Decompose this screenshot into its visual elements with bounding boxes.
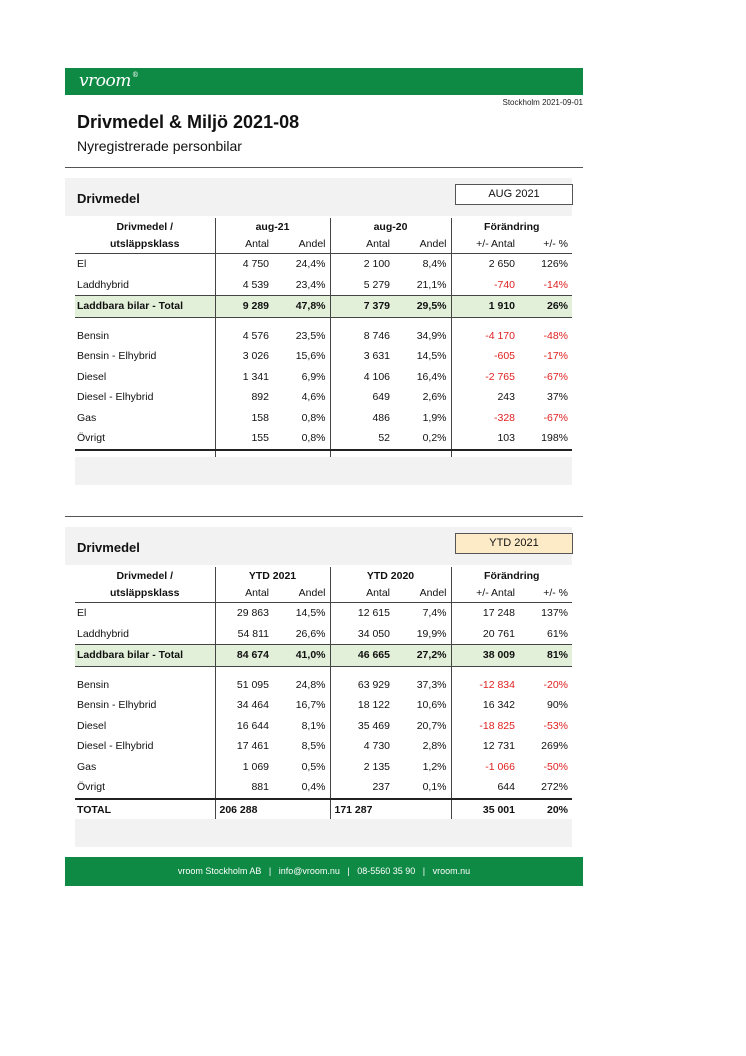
andel-header: Andel: [394, 584, 451, 603]
previous-antal: 7 379: [330, 296, 394, 318]
previous-antal: 649: [330, 387, 394, 408]
current-antal: 16 644: [215, 716, 273, 737]
andel-header: Andel: [273, 235, 330, 254]
section-footer: [75, 819, 572, 847]
previous-andel: 0,1%: [422, 781, 447, 794]
current-andel: 0,8%: [301, 432, 326, 445]
fuel-column-header-line2: utsläppsklass: [75, 235, 215, 254]
previous-antal: 2 135: [330, 757, 394, 778]
spacer: [273, 317, 330, 326]
previous-andel: 27,2%: [394, 645, 451, 667]
antal-header: Antal: [215, 235, 273, 254]
spacer-row: [75, 317, 572, 326]
row-label: Laddbara bilar - Total: [75, 296, 215, 318]
current-antal: 881: [215, 777, 273, 799]
change-antal: 20 761: [451, 624, 519, 645]
fuel-column-header: Drivmedel /: [116, 569, 174, 582]
previous-antal: 2 100: [330, 254, 394, 275]
previous-antal: 486: [330, 408, 394, 429]
spacer: [75, 317, 215, 326]
current-andel: 16,7%: [295, 699, 326, 712]
previous-period-header: aug-20: [330, 218, 451, 235]
change-antal: 243: [451, 387, 519, 408]
current-andel: 0,5%: [301, 760, 326, 773]
table-row: [75, 695, 572, 716]
change-pct: 90%: [547, 699, 569, 712]
previous-andel: 14,5%: [416, 350, 447, 363]
previous-antal: 4 730: [330, 736, 394, 757]
current-antal: 29 863: [215, 603, 273, 624]
current-antal: 17 461: [215, 736, 273, 757]
row-label: Gas: [77, 411, 97, 424]
previous-andel: 2,6%: [422, 391, 447, 404]
change-pct: 137%: [541, 607, 569, 620]
change-pct: 81%: [519, 645, 572, 667]
change-pct: -48%: [543, 329, 569, 342]
subheader-row: [75, 235, 572, 254]
row-label: Övrigt: [77, 781, 106, 794]
current-antal: 9 289: [215, 296, 273, 318]
current-period-header: YTD 2021: [215, 567, 330, 584]
change-antal: 12 731: [451, 736, 519, 757]
change-pct-header: +/- %: [519, 584, 572, 603]
row-label: Laddhybrid: [77, 627, 129, 640]
table-row: [75, 428, 572, 450]
header-row: [75, 567, 572, 584]
row-label: Bensin: [77, 329, 110, 342]
current-andel: 8,5%: [301, 740, 326, 753]
change-antal: -12 834: [451, 675, 519, 696]
current-antal: 4 750: [215, 254, 273, 275]
change-antal: 16 342: [451, 695, 519, 716]
antal-header: Antal: [330, 235, 394, 254]
current-antal: 84 674: [215, 645, 273, 667]
antal-header: Antal: [215, 584, 273, 603]
previous-antal: 3 631: [330, 346, 394, 367]
andel-header: Andel: [394, 235, 451, 254]
change-antal: -2 765: [451, 367, 519, 388]
change-antal-header: +/- Antal: [451, 235, 519, 254]
previous-antal: 46 665: [330, 645, 394, 667]
row-label: Diesel: [77, 370, 107, 383]
spacer: [330, 666, 394, 675]
table-row: [75, 716, 572, 737]
table-row: [75, 254, 572, 275]
divider: [65, 516, 583, 517]
current-antal: 54 811: [215, 624, 273, 645]
change-header: Förändring: [451, 567, 572, 584]
current-antal: 51 095: [215, 675, 273, 696]
current-antal: 892: [215, 387, 273, 408]
current-andel: 41,0%: [273, 645, 330, 667]
current-andel: 6,9%: [301, 370, 326, 383]
previous-andel: 10,6%: [416, 699, 447, 712]
total-label: TOTAL: [75, 799, 215, 821]
current-andel: 23,4%: [295, 278, 326, 291]
section-header: [65, 527, 572, 565]
previous-andel: 7,4%: [422, 607, 447, 620]
change-antal: -328: [451, 408, 519, 429]
previous-andel: 0,2%: [422, 432, 447, 445]
previous-andel: 37,3%: [416, 678, 447, 691]
change-pct: 37%: [547, 391, 569, 404]
previous-andel: 1,2%: [422, 760, 447, 773]
row-label: Övrigt: [77, 432, 106, 445]
antal-header: Antal: [330, 584, 394, 603]
current-antal: 4 576: [215, 326, 273, 347]
previous-andel: 29,5%: [394, 296, 451, 318]
change-pct: -20%: [543, 678, 569, 691]
spacer: [394, 666, 451, 675]
change-antal: 103: [451, 428, 519, 450]
fuel-column-header-line2: utsläppsklass: [75, 584, 215, 603]
current-andel: 14,5%: [295, 607, 326, 620]
total-row: [75, 799, 572, 821]
current-andel: 15,6%: [295, 350, 326, 363]
previous-antal: 18 122: [330, 695, 394, 716]
row-label: El: [77, 258, 87, 271]
subtotal-row: [75, 645, 572, 667]
change-antal: -1 066: [451, 757, 519, 778]
current-andel: 4,6%: [301, 391, 326, 404]
spacer: [519, 666, 572, 675]
fuel-table: [75, 567, 572, 820]
previous-andel: 34,9%: [416, 329, 447, 342]
section-header: [65, 178, 572, 216]
change-antal: 38 009: [451, 645, 519, 667]
divider: [65, 167, 583, 168]
previous-antal: 52: [330, 428, 394, 450]
change-pct: 26%: [519, 296, 572, 318]
total-previous-antal: 171 287: [330, 799, 451, 821]
change-antal: -18 825: [451, 716, 519, 737]
vroom-logo: vroom®: [79, 71, 139, 91]
previous-andel: 8,4%: [422, 258, 447, 271]
table-row: [75, 757, 572, 778]
table-row: [75, 387, 572, 408]
footer-contact: vroom Stockholm AB | info@vroom.nu | 08-5560 35 90 | vroom.nu: [177, 866, 471, 876]
current-antal: 4 539: [215, 275, 273, 296]
section-title: Drivmedel: [77, 540, 140, 555]
change-pct-header: +/- %: [519, 235, 572, 254]
table-row: [75, 777, 572, 799]
page-subtitle: Nyregistrerade personbilar: [77, 138, 242, 154]
current-andel: 26,6%: [295, 627, 326, 640]
change-antal: -605: [451, 346, 519, 367]
previous-andel: 20,7%: [416, 719, 447, 732]
section-title: Drivmedel: [77, 191, 140, 206]
spacer-row: [75, 666, 572, 675]
row-label: Bensin - Elhybrid: [77, 350, 157, 363]
change-pct: -17%: [543, 350, 569, 363]
section-footer: [75, 457, 572, 485]
change-pct: 272%: [541, 781, 569, 794]
previous-andel: 1,9%: [422, 411, 447, 424]
change-antal: 2 650: [451, 254, 519, 275]
spacer: [215, 666, 273, 675]
change-antal: -4 170: [451, 326, 519, 347]
table-row: [75, 408, 572, 429]
change-pct: 61%: [547, 627, 569, 640]
header-row: [75, 218, 572, 235]
current-andel: 23,5%: [295, 329, 326, 342]
total-change-pct: 20%: [519, 799, 572, 821]
total-current-antal: 206 288: [215, 799, 330, 821]
table-row: [75, 326, 572, 347]
current-andel: 8,1%: [301, 719, 326, 732]
change-pct: 198%: [541, 432, 569, 445]
previous-andel: 21,1%: [416, 278, 447, 291]
spacer: [451, 666, 519, 675]
spacer: [215, 317, 273, 326]
current-antal: 155: [215, 428, 273, 450]
previous-andel: 16,4%: [416, 370, 447, 383]
table-row: [75, 624, 572, 645]
current-antal: 1 341: [215, 367, 273, 388]
change-antal-header: +/- Antal: [451, 584, 519, 603]
current-andel: 24,8%: [295, 678, 326, 691]
spacer: [394, 317, 451, 326]
row-label: Gas: [77, 760, 97, 773]
row-label: Laddbara bilar - Total: [75, 645, 215, 667]
current-andel: 0,8%: [301, 411, 326, 424]
table-row: [75, 736, 572, 757]
subtotal-row: [75, 296, 572, 318]
spacer: [451, 317, 519, 326]
footer-bar: [65, 857, 583, 886]
current-andel: 24,4%: [295, 258, 326, 271]
previous-antal: 12 615: [330, 603, 394, 624]
table-row: [75, 275, 572, 296]
current-antal: 3 026: [215, 346, 273, 367]
row-label: Diesel - Elhybrid: [77, 391, 154, 404]
previous-antal: 35 469: [330, 716, 394, 737]
previous-andel: 2,8%: [422, 740, 447, 753]
current-andel: 47,8%: [273, 296, 330, 318]
row-label: Diesel: [77, 719, 107, 732]
change-pct: -53%: [543, 719, 569, 732]
spacer: [273, 666, 330, 675]
total-change-antal: 35 001: [451, 799, 519, 821]
previous-antal: 4 106: [330, 367, 394, 388]
spacer: [519, 317, 572, 326]
current-antal: 1 069: [215, 757, 273, 778]
change-antal: -740: [451, 275, 519, 296]
previous-antal: 63 929: [330, 675, 394, 696]
change-antal: 17 248: [451, 603, 519, 624]
change-pct: -50%: [543, 760, 569, 773]
change-pct: -14%: [543, 278, 569, 291]
previous-antal: 8 746: [330, 326, 394, 347]
row-label: Bensin - Elhybrid: [77, 699, 157, 712]
previous-andel: 19,9%: [416, 627, 447, 640]
previous-antal: 237: [330, 777, 394, 799]
change-pct: -67%: [543, 370, 569, 383]
change-pct: -67%: [543, 411, 569, 424]
current-andel: 0,4%: [301, 781, 326, 794]
table-row: [75, 367, 572, 388]
table-row: [75, 346, 572, 367]
brand-bar: [65, 68, 583, 95]
change-antal: 1 910: [451, 296, 519, 318]
previous-antal: 34 050: [330, 624, 394, 645]
spacer: [330, 317, 394, 326]
row-label: Laddhybrid: [77, 278, 129, 291]
andel-header: Andel: [273, 584, 330, 603]
fuel-table: [75, 218, 572, 471]
change-header: Förändring: [451, 218, 572, 235]
previous-period-header: YTD 2020: [330, 567, 451, 584]
period-box: AUG 2021: [455, 184, 573, 205]
fuel-column-header: Drivmedel /: [116, 220, 174, 233]
row-label: Bensin: [77, 678, 110, 691]
row-label: El: [77, 607, 87, 620]
row-label: Diesel - Elhybrid: [77, 740, 154, 753]
spacer: [75, 666, 215, 675]
change-antal: 644: [451, 777, 519, 799]
current-period-header: aug-21: [215, 218, 330, 235]
current-antal: 34 464: [215, 695, 273, 716]
period-box: YTD 2021: [455, 533, 573, 554]
subheader-row: [75, 584, 572, 603]
change-pct: 126%: [541, 258, 569, 271]
previous-antal: 5 279: [330, 275, 394, 296]
table-row: [75, 603, 572, 624]
change-pct: 269%: [541, 740, 569, 753]
table-row: [75, 675, 572, 696]
current-antal: 158: [215, 408, 273, 429]
page-title: Drivmedel & Miljö 2021-08: [77, 112, 300, 132]
report-date: Stockholm 2021-09-01: [502, 98, 583, 107]
